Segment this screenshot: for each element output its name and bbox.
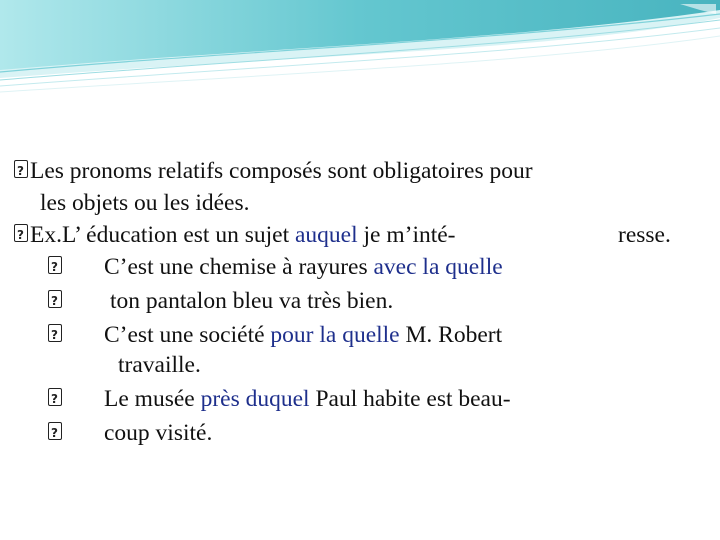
line-text: je m’inté-: [357, 222, 456, 248]
line-text: M. Robert: [399, 322, 503, 348]
line-text: C’est une chemise à rayures: [104, 254, 374, 280]
line-text: Le musée: [104, 386, 201, 412]
text-line: [0, 318, 720, 352]
text-line: [0, 186, 720, 220]
highlight-term: avec la quelle: [373, 254, 503, 280]
bullet-icon: [14, 160, 28, 178]
line-text: resse.: [618, 222, 671, 248]
text-line: [0, 154, 720, 188]
bullet-icon: [48, 256, 62, 274]
line-text: coup visité.: [104, 420, 213, 446]
text-line: [0, 348, 720, 382]
text-line: [0, 382, 720, 416]
line-text: travaille.: [118, 352, 201, 378]
bullet-icon: [48, 290, 62, 308]
text-line: [0, 284, 720, 318]
line-text: ton pantalon bleu va très bien.: [110, 288, 394, 314]
bullet-icon: [48, 422, 62, 440]
text-line: [0, 416, 720, 450]
header-wave-decoration: [0, 0, 720, 110]
highlight-term: pour la quelle: [270, 322, 400, 348]
text-line: [0, 250, 720, 284]
line-text: Paul habite est beau-: [309, 386, 511, 412]
line-text: Les pronoms relatifs composés sont obligatoires pour: [30, 158, 533, 184]
line-text: les objets ou les idées.: [40, 190, 250, 216]
highlight-term: auquel: [294, 222, 358, 248]
highlight-term: près duquel: [200, 386, 310, 412]
line-text: C’est une société: [104, 322, 271, 348]
line-text: Ex.L’ éducation est un sujet: [30, 222, 295, 248]
bullet-icon: [14, 224, 28, 242]
text-line: [0, 218, 720, 252]
bullet-icon: [48, 388, 62, 406]
bullet-icon: [48, 324, 62, 342]
